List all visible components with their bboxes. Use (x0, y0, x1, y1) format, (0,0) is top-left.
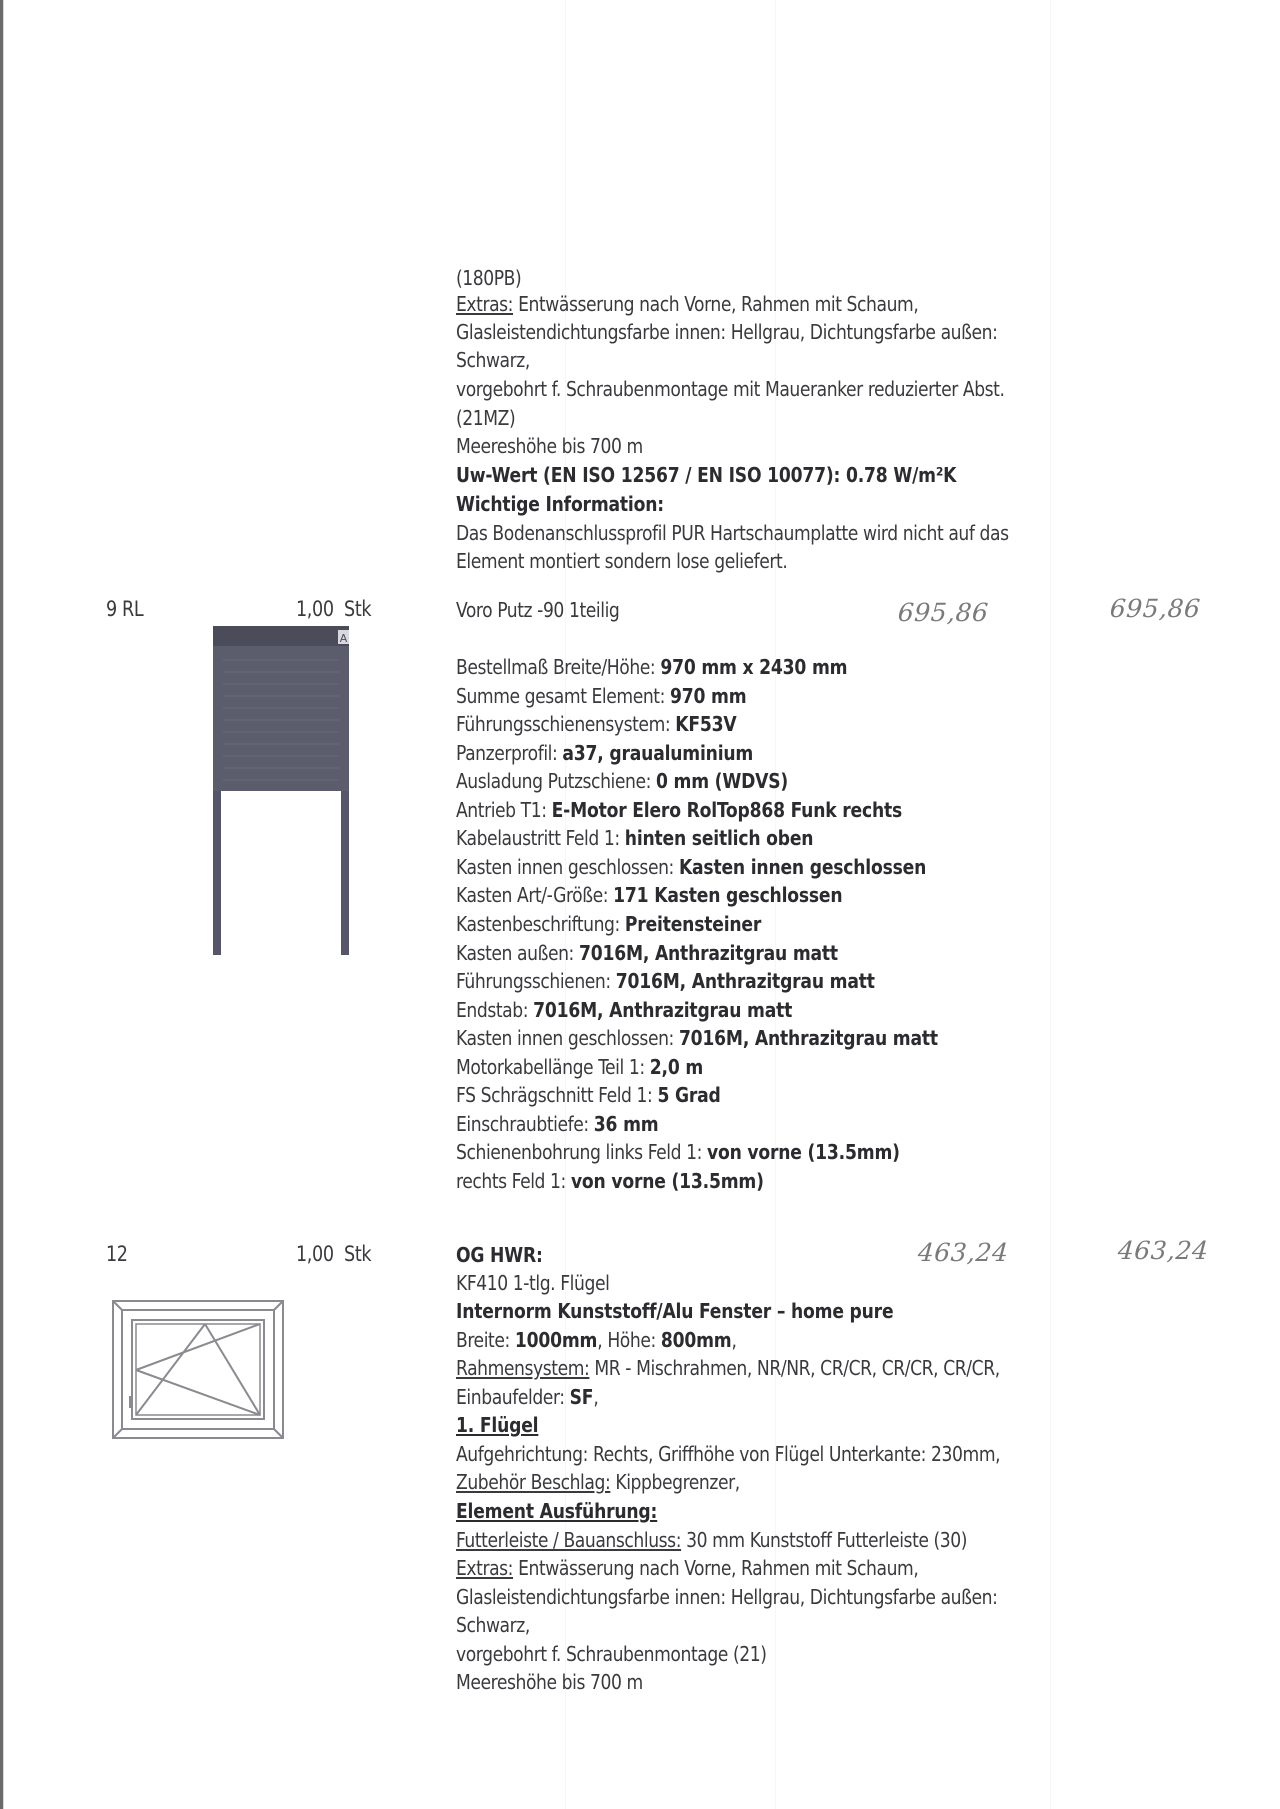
spec-line (456, 854, 926, 880)
spec-label: Kasten innen geschlossen: (456, 855, 679, 879)
spec-value: KF53V (675, 712, 737, 736)
roller-shutter-drawing-icon (205, 620, 355, 965)
spec-label: Extras: (456, 1556, 514, 1580)
spec-label: Endstab: (456, 998, 534, 1022)
product-name (456, 1298, 893, 1324)
turn-line (136, 1370, 260, 1415)
spec-line: vorgebohrt f. Schraubenmontage (21) (456, 1642, 767, 1666)
spec-value: 7016M, Anthrazitgrau matt (578, 941, 838, 965)
spec-line: vorgebohrt f. Schraubenmontage mit Maueranker reduzierter Abst. (456, 377, 1005, 401)
spec-line: Schwarz, (456, 1613, 530, 1637)
spec-label: FS Schrägschnitt Feld 1: (456, 1083, 658, 1107)
spec-label: Rahmensystem: (456, 1356, 590, 1380)
spec-line (456, 1111, 658, 1137)
spec-label: Einschraubtiefe: (456, 1112, 594, 1136)
spec-label: Zubehör Beschlag: (456, 1470, 611, 1494)
spec-label: Kasten innen geschlossen: (456, 1026, 679, 1050)
scan-artifact-line (1050, 0, 1051, 1809)
spec-value: 1000mm (514, 1328, 598, 1352)
spec-line (456, 768, 788, 794)
item-title: Voro Putz -90 1teilig (456, 598, 620, 622)
spec-value: von vorne (13.5mm) (570, 1169, 764, 1193)
spec-line: (21MZ) (456, 406, 516, 430)
spec-value: 970 mm x 2430 mm (660, 655, 848, 679)
spec-line (456, 882, 842, 908)
spec-line (456, 711, 736, 737)
spec-line (456, 968, 875, 994)
spec-line (456, 1327, 737, 1353)
spec-line: Meereshöhe bis 700 m (456, 1670, 643, 1694)
section-heading-text: 1. Flügel (456, 1413, 539, 1437)
spec-label: Extras: (456, 292, 514, 316)
tilt-line (136, 1324, 205, 1415)
spec-line: Element montiert sondern lose geliefert. (456, 549, 788, 573)
unit-price-handwritten: 695,86 (896, 598, 990, 627)
spec-value: Entwässerung nach Vorne, Rahmen mit Schaum, (513, 1556, 919, 1580)
quantity-unit: Stk (344, 1242, 372, 1266)
scan-page-edge-shadow (3, 0, 4, 1809)
spec-line (456, 1025, 938, 1051)
spec-label: Panzerprofil: (456, 741, 563, 765)
spec-label: Futterleiste / Bauanschluss: (456, 1528, 682, 1552)
spec-value: 970 mm (670, 684, 747, 708)
spec-punct: , (731, 1328, 737, 1352)
item-title (456, 1242, 543, 1268)
turn-line (136, 1324, 260, 1370)
important-info-label: Wichtige Information: (456, 492, 664, 516)
spec-value: SF (569, 1385, 594, 1409)
quantity-value: 1,00 (296, 597, 334, 621)
spec-label: Führungsschienen: (456, 969, 616, 993)
spec-line: (180PB) (456, 266, 522, 290)
spec-value: 7016M, Anthrazitgrau matt (678, 1026, 938, 1050)
uw-value-line (456, 462, 956, 488)
spec-line (456, 291, 918, 317)
spec-punct: , (593, 1385, 599, 1409)
spec-label: Motorkabellänge Teil 1: (456, 1055, 650, 1079)
important-info-heading (456, 491, 664, 517)
spec-line (456, 1384, 598, 1410)
spec-value: Entwässerung nach Vorne, Rahmen mit Schaum, (513, 292, 919, 316)
quantity (296, 597, 371, 621)
shutter-box (213, 626, 349, 646)
section-heading-text: Element Ausführung: (456, 1499, 658, 1523)
tilt-line (205, 1324, 260, 1415)
spec-label: Schienenbohrung links Feld 1: (456, 1140, 707, 1164)
spec-label: Einbaufelder: (456, 1385, 570, 1409)
section-heading (456, 1498, 657, 1524)
spec-label: Antrieb T1: (456, 798, 552, 822)
spec-label: rechts Feld 1: (456, 1169, 571, 1193)
quantity (296, 1242, 371, 1266)
spec-label: Kasten außen: (456, 941, 579, 965)
spec-label: , Höhe: (597, 1328, 661, 1352)
spec-value: 7016M, Anthrazitgrau matt (533, 998, 793, 1022)
spec-label: Kasten Art/-Größe: (456, 883, 614, 907)
uw-value: Uw-Wert (EN ISO 12567 / EN ISO 10077): 0.78 W/m²K (456, 463, 957, 487)
product-name-text: Internorm Kunststoff/Alu Fenster – home pure (456, 1299, 894, 1323)
spec-label: Breite: (456, 1328, 515, 1352)
spec-value: von vorne (13.5mm) (706, 1140, 900, 1164)
spec-line (456, 740, 753, 766)
spec-value: 7016M, Anthrazitgrau matt (615, 969, 875, 993)
spec-label: Kabelaustritt Feld 1: (456, 826, 625, 850)
spec-line (456, 997, 792, 1023)
spec-value: 36 mm (593, 1112, 659, 1136)
spec-value: E-Motor Elero RolTop868 Funk rechts (551, 798, 903, 822)
spec-value: 5 Grad (657, 1083, 721, 1107)
item-title-text: OG HWR: (456, 1243, 543, 1267)
position-number: 12 (106, 1242, 128, 1266)
spec-line (456, 1355, 1000, 1381)
spec-line (456, 1527, 967, 1553)
spec-line (456, 797, 902, 823)
guide-rail-left (213, 791, 221, 955)
spec-line (456, 825, 813, 851)
spec-line (456, 1168, 764, 1194)
spec-line (456, 683, 746, 709)
motor-marker-label: A (339, 632, 348, 645)
spec-value: MR - Mischrahmen, NR/NR, CR/CR, CR/CR, CR/CR, (589, 1356, 1000, 1380)
spec-line: Meereshöhe bis 700 m (456, 434, 643, 458)
spec-label: Summe gesamt Element: (456, 684, 671, 708)
spec-label: Bestellmaß Breite/Höhe: (456, 655, 661, 679)
spec-line: Glasleistendichtungsfarbe innen: Hellgrau, Dichtungsfarbe außen: (456, 1585, 998, 1609)
spec-label: Führungsschienensystem: (456, 712, 676, 736)
window-glass (136, 1324, 260, 1415)
spec-line (456, 1082, 721, 1108)
unit-price-handwritten: 463,24 (916, 1238, 1010, 1267)
spec-line (456, 1139, 900, 1165)
spec-line: Das Bodenanschlussprofil PUR Hartschaumplatte wird nicht auf das (456, 521, 1009, 545)
spec-value: 171 Kasten geschlossen (613, 883, 843, 907)
spec-value: 800mm (660, 1328, 732, 1352)
spec-value: hinten seitlich oben (624, 826, 814, 850)
total-price-handwritten: 463,24 (1116, 1236, 1210, 1265)
spec-label: Ausladung Putzschiene: (456, 769, 656, 793)
section-heading (456, 1412, 538, 1438)
spec-value: Kasten innen geschlossen (678, 855, 927, 879)
spec-line: Aufgehrichtung: Rechts, Griffhöhe von Flügel Unterkante: 230mm, (456, 1442, 1001, 1466)
spec-line (456, 911, 761, 937)
spec-value: 30 mm Kunststoff Futterleiste (30) (681, 1528, 968, 1552)
spec-line (456, 1054, 703, 1080)
spec-line (456, 1555, 918, 1581)
spec-line (456, 654, 847, 680)
spec-line (456, 940, 838, 966)
spec-line: Schwarz, (456, 348, 530, 372)
spec-line: KF410 1-tlg. Flügel (456, 1271, 610, 1295)
spec-value: Preitensteiner (624, 912, 762, 936)
spec-line (456, 1469, 740, 1495)
tilt-turn-window-drawing-icon (110, 1298, 286, 1441)
quantity-unit: Stk (344, 597, 372, 621)
position-number: 9 RL (106, 597, 144, 621)
total-price-handwritten: 695,86 (1108, 594, 1202, 623)
guide-rail-right (341, 791, 349, 955)
spec-label: Kastenbeschriftung: (456, 912, 625, 936)
spec-value: 2,0 m (649, 1055, 704, 1079)
spec-value: a37, graualuminium (562, 741, 754, 765)
spec-value: Kippbegrenzer, (610, 1470, 740, 1494)
spec-line: Glasleistendichtungsfarbe innen: Hellgrau, Dichtungsfarbe außen: (456, 320, 998, 344)
quantity-value: 1,00 (296, 1242, 334, 1266)
spec-value: 0 mm (WDVS) (655, 769, 789, 793)
